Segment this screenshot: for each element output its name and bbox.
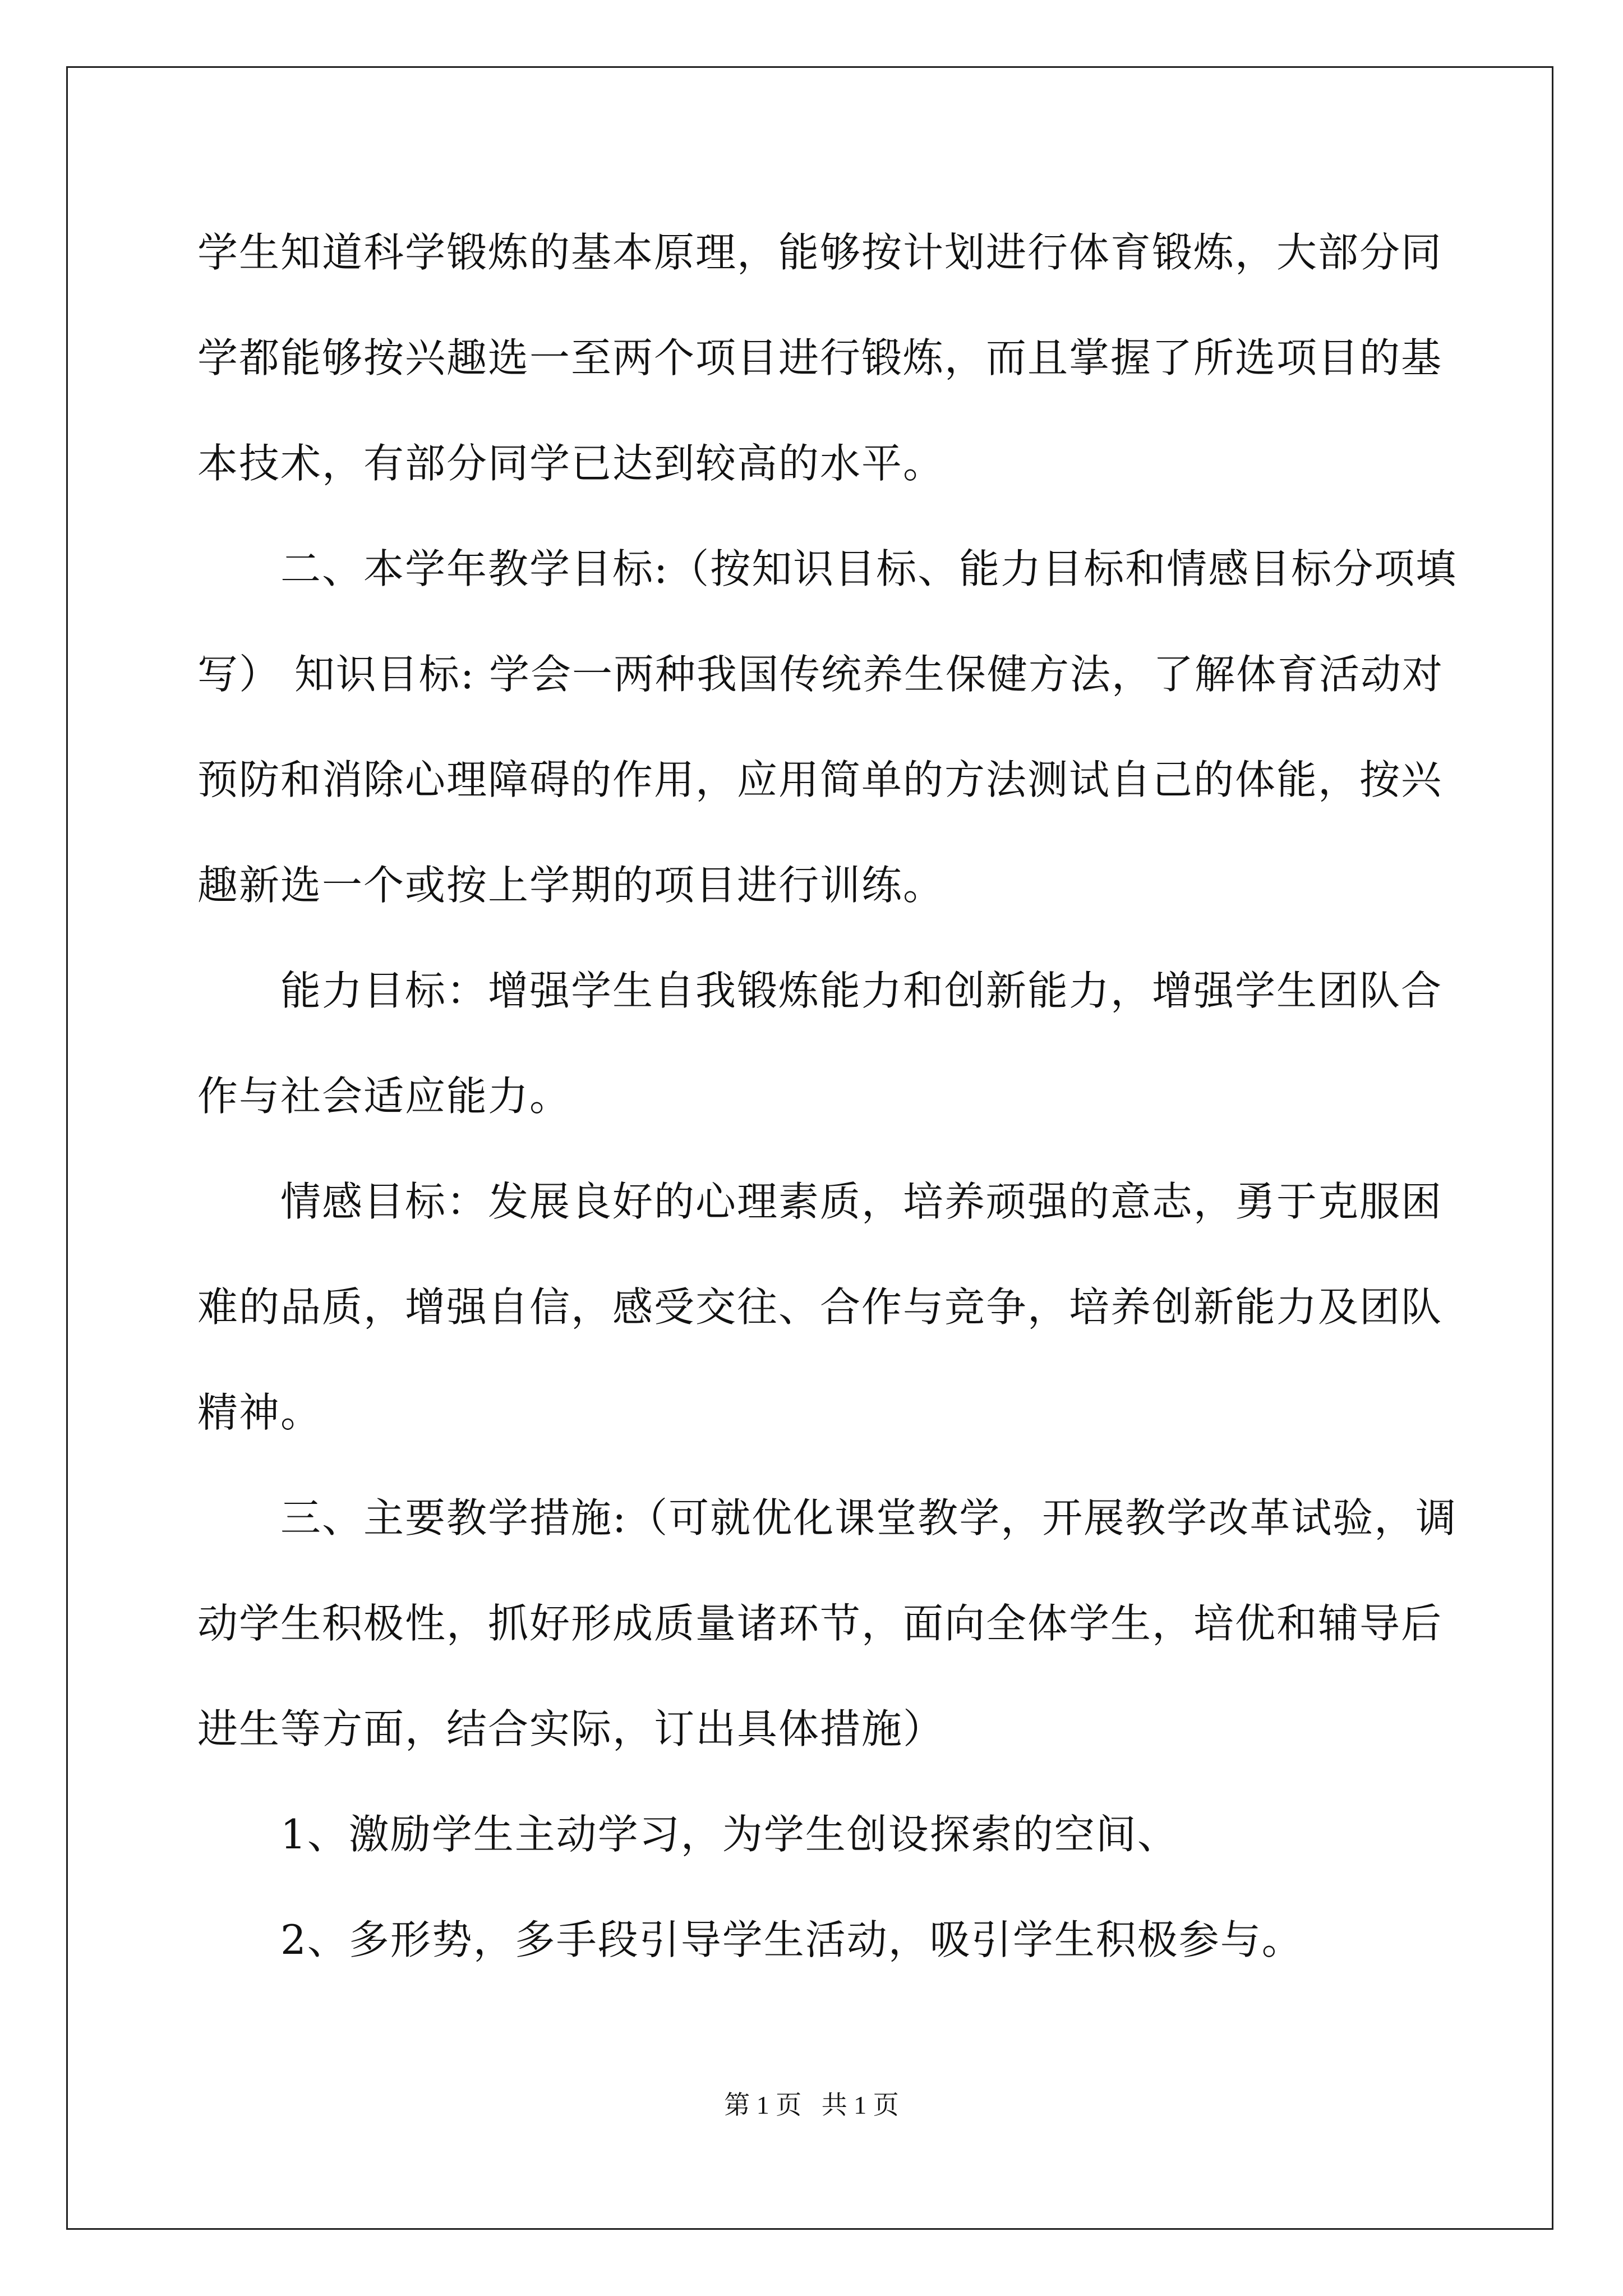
body-line: 作与社会适应能力。 (197, 1073, 571, 1120)
document-body (197, 200, 1458, 1993)
emotion-objective-line: 情感目标：发展良好的心理素质，培养顽强的意志，勇于克服困 (280, 1178, 1443, 1225)
body-line: 趣新选一个或按上学期的项目进行训练。 (197, 862, 945, 909)
page-total: 共 1 页 (821, 2091, 899, 2119)
body-line: 学都能够按兴趣选一至两个项目进行锻炼，而且掌握了所选项目的基 (197, 334, 1443, 381)
body-line: 精神。 (197, 1389, 322, 1436)
body-line: 学生知道科学锻炼的基本原理，能够按计划进行体育锻炼，大部分同 (197, 229, 1443, 276)
body-line: 动学生积极性，抓好形成质量诸环节，面向全体学生，培优和辅导后 (197, 1600, 1443, 1647)
body-line: 写） 知识目标: 学会一两种我国传统养生保健方法，了解体育活动对 (197, 651, 1444, 698)
body-line: 预防和消除心理障碍的作用，应用简单的方法测试自己的体能，按兴 (197, 756, 1443, 803)
body-line: 本技术，有部分同学已达到较高的水平。 (197, 440, 945, 487)
section-heading-objectives: 二、本学年教学目标:（按知识目标、能力目标和情感目标分项填 (280, 545, 1458, 592)
page-number: 第 1 页 (724, 2091, 802, 2119)
ability-objective-line: 能力目标：增强学生自我锻炼能力和创新能力，增强学生团队合 (280, 967, 1443, 1014)
page-footer (0, 2085, 1623, 2122)
body-line: 难的品质，增强自信，感受交往、合作与竞争，培养创新能力及团队 (197, 1283, 1443, 1331)
body-line: 进生等方面，结合实际，订出具体措施） (197, 1705, 945, 1752)
measure-item-1: 1、激励学生主动学习，为学生创设探索的空间、 (280, 1811, 1179, 1858)
section-heading-measures: 三、主要教学措施:（可就优化课堂教学，开展教学改革试验，调 (280, 1494, 1458, 1542)
measure-item-2: 2、多形势，多手段引导学生活动，吸引学生积极参与。 (280, 1916, 1303, 1963)
